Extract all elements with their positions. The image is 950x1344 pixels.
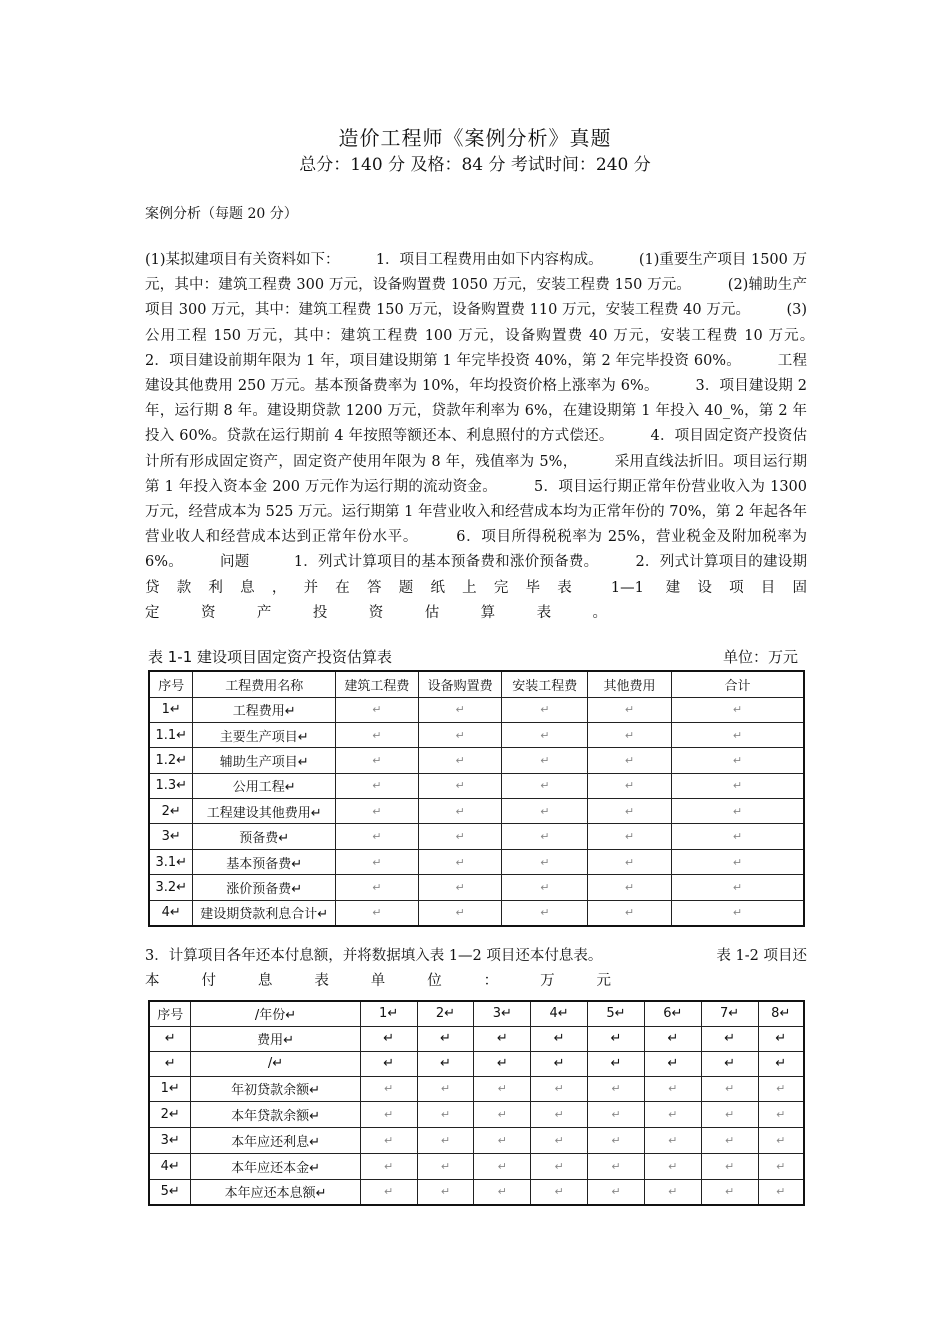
question-1-body <box>145 248 851 626</box>
table2-caption-line <box>145 969 807 994</box>
table1-empty-cell <box>418 748 502 773</box>
paragraph-mark: ↵ <box>497 1082 507 1096</box>
table2-empty-cell: ↵ <box>644 1051 701 1076</box>
paragraph-mark: ↵ <box>732 804 743 818</box>
table1-empty-cell <box>671 697 804 722</box>
table1-empty-cell <box>502 900 588 925</box>
table1-empty-cell <box>418 849 502 874</box>
paragraph-mark: ↵ <box>372 753 382 767</box>
table1-row-name: 预备费↵ <box>193 824 336 849</box>
table2-empty-cell <box>417 1153 474 1179</box>
paragraph-mark: ↵ <box>540 830 550 844</box>
paragraph-mark: ↵ <box>732 779 743 793</box>
paragraph-mark: ↵ <box>372 830 382 844</box>
table1-row-name: 辅助生产项目↵ <box>193 748 336 773</box>
table1-empty-cell <box>671 799 804 824</box>
table2-empty-cell <box>531 1128 588 1154</box>
table1-empty-cell <box>335 824 418 849</box>
table1-header-cell: 建筑工程费 <box>335 671 418 697</box>
table2-row-name: 本年应还利息↵ <box>191 1128 360 1154</box>
table2-empty-cell <box>644 1128 701 1154</box>
paragraph-mark: ↵ <box>732 728 743 742</box>
paragraph-mark: ↵ <box>611 1133 621 1147</box>
paragraph-mark: ↵ <box>372 906 382 920</box>
paragraph-mark: ↵ <box>624 880 635 894</box>
table2-empty-cell <box>701 1102 758 1128</box>
table2-row-name: 本年应还本金↵ <box>191 1153 360 1179</box>
paragraph-mark: ↵ <box>384 1108 394 1122</box>
paragraph-mark: ↵ <box>611 1185 621 1199</box>
caption-char: 表 <box>536 604 552 621</box>
table2-empty-cell: ↵ <box>588 1051 645 1076</box>
page-title: 造价工程师《案例分析》真题 <box>338 126 612 150</box>
table1-empty-cell <box>418 799 502 824</box>
section-label: 案例分析（每题 20 分） <box>145 206 298 222</box>
table1-empty-cell <box>335 799 418 824</box>
table1-empty-cell <box>588 849 672 874</box>
table2-year-cell: 1↵ <box>360 1001 417 1026</box>
paragraph-mark: ↵ <box>540 728 550 742</box>
paragraph-mark: ↵ <box>624 779 635 793</box>
paragraph-mark: ↵ <box>611 1108 621 1122</box>
paragraph-mark: ↵ <box>732 906 743 920</box>
table1-empty-cell <box>418 773 502 798</box>
table2-header-label: 费用↵ <box>191 1026 360 1051</box>
table1-empty-cell <box>588 697 672 722</box>
table1-row <box>149 773 804 798</box>
table2-empty-cell: ↵ <box>701 1051 758 1076</box>
paragraph-mark: ↵ <box>455 855 465 869</box>
paragraph-mark: ↵ <box>497 1133 507 1147</box>
paragraph-mark: ↵ <box>611 1159 621 1173</box>
table1-header-cell: 工程费用名称 <box>193 671 336 697</box>
paragraph-mark: ↵ <box>372 779 382 793</box>
table2-row-no: 1↵ <box>149 1076 191 1102</box>
paragraph-mark: ↵ <box>624 804 635 818</box>
table1-empty-cell <box>418 697 502 722</box>
table2-empty-cell <box>644 1102 701 1128</box>
table1-header-cell: 其他费用 <box>588 671 672 697</box>
paragraph-mark: ↵ <box>554 1108 564 1122</box>
table1-empty-cell <box>671 773 804 798</box>
paragraph-mark: ↵ <box>724 1082 735 1096</box>
table1-row-no: 4↵ <box>149 900 193 925</box>
table2-empty-cell: ↵ <box>360 1026 417 1051</box>
table2-row-name: 本年应还本息额↵ <box>191 1179 360 1205</box>
table1-empty-cell <box>335 773 418 798</box>
table1-row <box>149 875 804 900</box>
paragraph-mark: ↵ <box>668 1133 678 1147</box>
table1-empty-cell <box>418 824 502 849</box>
table1-empty-cell <box>335 875 418 900</box>
table1-row-no: 1.3↵ <box>149 773 193 798</box>
table2-header-no: ↵ <box>149 1051 191 1076</box>
table2-row-no: 5↵ <box>149 1179 191 1205</box>
caption-char: 万 <box>540 973 555 990</box>
table1-empty-cell <box>502 773 588 798</box>
paragraph-mark: ↵ <box>624 728 635 742</box>
paragraph-mark: ↵ <box>540 880 550 894</box>
table2-empty-cell: ↵ <box>531 1051 588 1076</box>
paragraph-mark: ↵ <box>554 1185 564 1199</box>
paragraph-mark: ↵ <box>668 1108 678 1122</box>
table1-row <box>149 849 804 874</box>
table2-row-no: 4↵ <box>149 1153 191 1179</box>
table2-header-row <box>149 1001 804 1026</box>
table1-caption-row <box>148 646 798 667</box>
table2-row <box>149 1153 804 1179</box>
caption-char: 元 <box>596 973 611 990</box>
paragraph-mark: ↵ <box>497 1185 507 1199</box>
table1-row-name: 工程费用↵ <box>193 697 336 722</box>
table2-empty-cell <box>474 1153 531 1179</box>
table1-empty-cell <box>502 722 588 747</box>
table2-empty-cell <box>474 1102 531 1128</box>
paragraph-mark: ↵ <box>455 804 465 818</box>
paragraph-mark: ↵ <box>724 1108 735 1122</box>
caption-char: 表 <box>314 973 329 990</box>
table1-empty-cell <box>502 697 588 722</box>
table1-empty-cell <box>502 748 588 773</box>
table1-header-row <box>149 671 804 697</box>
paragraph-mark: ↵ <box>372 703 382 717</box>
table2-empty-cell <box>360 1128 417 1154</box>
paragraph-mark: ↵ <box>440 1082 451 1096</box>
paragraph-mark: ↵ <box>668 1185 678 1199</box>
table2-header-label: /↵ <box>191 1051 360 1076</box>
paragraph-mark: ↵ <box>724 1159 735 1173</box>
table1-row-no: 1.1↵ <box>149 722 193 747</box>
table1-header-cell: 合计 <box>671 671 804 697</box>
paragraph-mark: ↵ <box>540 703 550 717</box>
table1-empty-cell <box>671 875 804 900</box>
table2-empty-cell <box>417 1128 474 1154</box>
table2-empty-cell <box>588 1076 645 1102</box>
paragraph-mark: ↵ <box>724 1133 735 1147</box>
paragraph-mark: ↵ <box>372 880 382 894</box>
table1-empty-cell <box>671 849 804 874</box>
table2-row-no: 2↵ <box>149 1102 191 1128</box>
repayment-table <box>148 1000 805 1206</box>
table1-row <box>149 722 804 747</box>
table2-empty-cell: ↵ <box>758 1026 804 1051</box>
table2-empty-cell <box>360 1153 417 1179</box>
table2-empty-cell <box>758 1179 804 1205</box>
question-3-text: 3．计算项目各年还本付息额，并将数据填入表 1—2 项目还本付息表。 <box>145 948 603 964</box>
paragraph-mark: ↵ <box>540 779 550 793</box>
table2-empty-cell <box>474 1179 531 1205</box>
table1-empty-cell <box>671 900 804 925</box>
table1-empty-cell <box>671 748 804 773</box>
table2-empty-cell <box>588 1128 645 1154</box>
table2-empty-cell <box>417 1076 474 1102</box>
table2-empty-cell <box>360 1102 417 1128</box>
table2-empty-cell <box>701 1076 758 1102</box>
paragraph-mark: ↵ <box>554 1159 564 1173</box>
paragraph-mark: ↵ <box>554 1082 564 1096</box>
table1-header-cell: 设备购置费 <box>418 671 502 697</box>
table1-empty-cell <box>418 900 502 925</box>
paragraph-mark: ↵ <box>455 830 465 844</box>
table1-row-name: 主要生产项目↵ <box>193 722 336 747</box>
paragraph-mark: ↵ <box>455 906 465 920</box>
table2-empty-cell: ↵ <box>531 1026 588 1051</box>
caption-char: ： <box>483 973 499 990</box>
paragraph-mark: ↵ <box>732 880 743 894</box>
table2-empty-cell <box>758 1128 804 1154</box>
paragraph-mark: ↵ <box>540 906 550 920</box>
paragraph-mark: ↵ <box>372 728 382 742</box>
paragraph-mark: ↵ <box>611 1082 621 1096</box>
table1-empty-cell <box>335 849 418 874</box>
table1-header-cell: 安装工程费 <box>502 671 588 697</box>
paragraph-mark: ↵ <box>554 1133 564 1147</box>
table2-empty-cell: ↵ <box>758 1051 804 1076</box>
paragraph-mark: ↵ <box>624 753 635 767</box>
table1-row-no: 1↵ <box>149 697 193 722</box>
paragraph-mark: ↵ <box>776 1185 786 1199</box>
table2-empty-cell <box>701 1153 758 1179</box>
table1-empty-cell <box>671 722 804 747</box>
table2-empty-cell: ↵ <box>644 1026 701 1051</box>
table2-header-row <box>149 1026 804 1051</box>
table1-row-no: 3↵ <box>149 824 193 849</box>
table1-empty-cell <box>588 799 672 824</box>
table2-empty-cell <box>474 1076 531 1102</box>
table2-year-cell: 8↵ <box>758 1001 804 1026</box>
table1-row-no: 3.2↵ <box>149 875 193 900</box>
paragraph-mark: ↵ <box>732 703 743 717</box>
table1-empty-cell <box>588 722 672 747</box>
paragraph-mark: ↵ <box>455 779 465 793</box>
table1-row-name: 建设期贷款利息合计↵ <box>193 900 336 925</box>
table2-empty-cell <box>588 1102 645 1128</box>
table2-year-cell: 4↵ <box>531 1001 588 1026</box>
caption-char: 息 <box>257 973 273 990</box>
caption-char: 本 <box>145 973 160 990</box>
paragraph-mark: ↵ <box>455 880 465 894</box>
paragraph-mark: ↵ <box>440 1185 451 1199</box>
paragraph-mark: ↵ <box>440 1159 451 1173</box>
table2-year-cell: 2↵ <box>417 1001 474 1026</box>
caption-char: 算 <box>480 604 496 621</box>
paragraph-mark: ↵ <box>540 855 550 869</box>
paragraph-mark: ↵ <box>732 753 743 767</box>
table2-row-name: 年初贷款余额↵ <box>191 1076 360 1102</box>
table1-caption: 表 1-1 建设项目固定资产投资估算表 <box>148 648 393 666</box>
table2-empty-cell <box>360 1179 417 1205</box>
question-1-last-line <box>145 601 807 626</box>
table2-empty-cell <box>417 1102 474 1128</box>
table2-row-no: 3↵ <box>149 1128 191 1154</box>
investment-estimate-table <box>148 670 805 927</box>
table1-row <box>149 824 804 849</box>
table1-unit: 单位：万元 <box>722 648 798 666</box>
table1-row <box>149 697 804 722</box>
table2-year-cell: 7↵ <box>701 1001 758 1026</box>
table2-empty-cell: ↵ <box>417 1026 474 1051</box>
table2-empty-cell <box>701 1128 758 1154</box>
caption-char: 资 <box>200 604 216 621</box>
table2-empty-cell: ↵ <box>588 1026 645 1051</box>
table1-row <box>149 900 804 925</box>
table1-empty-cell <box>335 697 418 722</box>
table1-empty-cell <box>502 799 588 824</box>
paragraph-mark: ↵ <box>724 1185 735 1199</box>
caption-char: 估 <box>424 604 440 621</box>
paragraph-mark: ↵ <box>372 804 382 818</box>
paragraph-mark: ↵ <box>776 1159 786 1173</box>
paragraph-mark: ↵ <box>668 1082 678 1096</box>
paragraph-mark: ↵ <box>455 703 465 717</box>
table1-empty-cell <box>588 900 672 925</box>
table2-row <box>149 1128 804 1154</box>
table1-row <box>149 748 804 773</box>
table2-empty-cell: ↵ <box>360 1051 417 1076</box>
table1-row-name: 工程建设其他费用↵ <box>193 799 336 824</box>
table1-empty-cell <box>502 849 588 874</box>
table2-empty-cell <box>531 1102 588 1128</box>
table2-year-cell: 5↵ <box>588 1001 645 1026</box>
table1-empty-cell <box>335 722 418 747</box>
table2-empty-cell <box>417 1179 474 1205</box>
caption-char: 单 <box>370 973 386 990</box>
paragraph-mark: ↵ <box>732 855 743 869</box>
paragraph-mark: ↵ <box>455 728 465 742</box>
table1-empty-cell <box>588 824 672 849</box>
table2-header-no: 序号 <box>149 1001 191 1026</box>
paragraph-mark: ↵ <box>540 804 550 818</box>
paragraph-mark: ↵ <box>440 1108 451 1122</box>
paragraph-mark: ↵ <box>497 1108 507 1122</box>
table1-empty-cell <box>335 900 418 925</box>
question-3 <box>145 944 807 994</box>
paragraph-mark: ↵ <box>624 703 635 717</box>
paragraph-mark: ↵ <box>440 1133 451 1147</box>
paragraph-mark: ↵ <box>540 753 550 767</box>
table1-row <box>149 799 804 824</box>
table2-row <box>149 1102 804 1128</box>
table1-empty-cell <box>588 748 672 773</box>
table2-empty-cell <box>758 1102 804 1128</box>
table2-header-no: ↵ <box>149 1026 191 1051</box>
table2-empty-cell <box>588 1153 645 1179</box>
table1-row-no: 1.2↵ <box>149 748 193 773</box>
caption-char: 资 <box>368 604 384 621</box>
table1-empty-cell <box>418 722 502 747</box>
paragraph-mark: ↵ <box>497 1159 507 1173</box>
table1-empty-cell <box>335 748 418 773</box>
paragraph-mark: ↵ <box>776 1108 786 1122</box>
table2-empty-cell <box>474 1128 531 1154</box>
paragraph-mark: ↵ <box>624 906 635 920</box>
paragraph-mark: ↵ <box>384 1185 394 1199</box>
table1-empty-cell <box>418 875 502 900</box>
table2-row <box>149 1076 804 1102</box>
table2-empty-cell <box>531 1179 588 1205</box>
caption-char: 投 <box>312 604 328 621</box>
table1-empty-cell <box>588 875 672 900</box>
table2-caption-start: 表 1-2 项目还 <box>716 948 807 964</box>
caption-char: 定 <box>145 604 160 621</box>
paragraph-mark: ↵ <box>372 855 382 869</box>
paragraph-mark: ↵ <box>776 1082 786 1096</box>
table2-empty-cell <box>588 1179 645 1205</box>
paragraph-mark: ↵ <box>384 1159 394 1173</box>
paragraph-mark: ↵ <box>384 1082 394 1096</box>
caption-char: 。 <box>592 604 607 621</box>
table1-empty-cell <box>502 824 588 849</box>
paragraph-mark: ↵ <box>624 855 635 869</box>
paragraph-mark: ↵ <box>624 830 635 844</box>
table2-empty-cell <box>644 1179 701 1205</box>
table1-row-name: 基本预备费↵ <box>193 849 336 874</box>
table1-row-no: 2↵ <box>149 799 193 824</box>
paragraph-mark: ↵ <box>668 1159 678 1173</box>
table1-row-name: 公用工程↵ <box>193 773 336 798</box>
table1-header-cell: 序号 <box>149 671 193 697</box>
paragraph-mark: ↵ <box>732 830 743 844</box>
table2-empty-cell <box>531 1153 588 1179</box>
table2-year-cell: 3↵ <box>474 1001 531 1026</box>
table2-header-label: /年份↵ <box>191 1001 360 1026</box>
table2-empty-cell: ↵ <box>474 1026 531 1051</box>
table2-header-row <box>149 1051 804 1076</box>
table2-row-name: 本年贷款余额↵ <box>191 1102 360 1128</box>
caption-char: 产 <box>256 604 272 621</box>
question-1-text: (1)某拟建项目有关资料如下： 1．项目工程费用由如下内容构成。 (1)重要生产项目 1500 万元，其中：建筑工程费 300 万元，设备购置费 1050 万元，安装工程费 150 万元。 (2)辅助生产项目 300 万元，其中：建筑工程费 150 万元，设备购置费 110 万元，安装工程费 40 万元。 (3)公用工程 150 万元，其中：建筑工程费 100 万元，设备购置费 40 万元，安装工程费 10 万元。 2．项目建设前期年限为 1 年，项目建设期第 1 年完毕投资 40%，第 2 年完毕投资 60%。 工程建设其他费用 250 万元。基本预备费率为 10%，年均投资价格上涨率为 6%。 3．项目建设期 2 年，运行期 8 年。建设期贷款 1200 万元，贷款年利率为 6%，在建设期第 1 年投入 40_%，第 2 年投入 60%。贷款在运行期前 4 年按照等额还本、利息照付的方式偿还。 4．项目固定资产投资估计所有形成固定资产，固定资产使用年限为 8 年，残值率为 5%， 采用直线法折旧。项目运行期第 1 年投入资本金 200 万元作为运行期的流动资金。 5．项目运行期正常年份营业收入为 1300 万元，经营成本为 525 万元。运行期第 1 年营业收入和经营成本均为正常年份的 70%，第 2 年起各年营业收人和经营成本达到正常年份水平。 6．项目所得税税率为 25%，营业税金及附加税率为 6%。 问题 1．列式计算项目的基本预备费和涨价预备费。 2．列式计算项目的建设期贷款利息，并在答题纸上完毕表 1—1 建设项目固 <box>145 252 851 596</box>
table2-empty-cell <box>644 1076 701 1102</box>
table2-empty-cell: ↵ <box>474 1051 531 1076</box>
table2-row <box>149 1179 804 1205</box>
table1-empty-cell <box>588 773 672 798</box>
paragraph-mark: ↵ <box>776 1133 786 1147</box>
table1-row-name: 涨价预备费↵ <box>193 875 336 900</box>
caption-char: 位 <box>427 973 442 990</box>
table1-empty-cell <box>671 824 804 849</box>
table2-empty-cell <box>758 1076 804 1102</box>
paragraph-mark: ↵ <box>455 753 465 767</box>
table2-empty-cell <box>531 1076 588 1102</box>
table2-empty-cell <box>701 1179 758 1205</box>
table2-empty-cell <box>360 1076 417 1102</box>
paragraph-mark: ↵ <box>384 1133 394 1147</box>
table2-year-cell: 6↵ <box>644 1001 701 1026</box>
table2-empty-cell: ↵ <box>701 1026 758 1051</box>
table2-empty-cell: ↵ <box>417 1051 474 1076</box>
exam-info: 总分：140 分 及格：84 分 考试时间：240 分 <box>299 155 651 175</box>
table2-empty-cell <box>644 1153 701 1179</box>
caption-char: 付 <box>201 973 216 990</box>
table1-row-no: 3.1↵ <box>149 849 193 874</box>
table2-empty-cell <box>758 1153 804 1179</box>
table1-empty-cell <box>502 875 588 900</box>
